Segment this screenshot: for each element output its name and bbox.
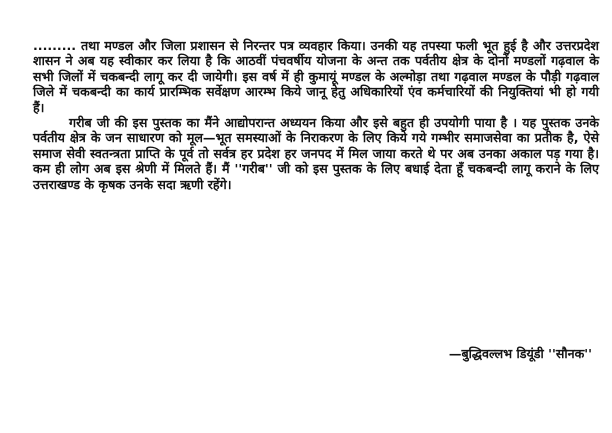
document-body — [33, 38, 599, 192]
paragraph: गरीब जी की इस पुस्तक का मैंने आद्योपरान्त अध्ययन किया और इसे बहुत ही उपयोगी पाया है । यह पुस्तक उनके पर्वतीय क्षेत्र के जन साधारण को मूल—भूत समस्याओं के निराकरण के लिए किये गये गम्भीर समाजसेवा का प्रतीक है, ऐसे समाज सेवी स्वतन्त्रता प्राप्ति के पूर्व तो सर्वत्र हर प्रदेश हर जनपद में मिल जाया करते थे पर अब उनका अकाल पड़ गया है। कम ही लोग अब इस श्रेणी में मिलते हैं। मैं ''गरीब'' जी को इस पुस्तक के लिए बधाई देता हूँ चकबन्दी लागू कराने के लिए उत्तराखण्ड के कृषक उनके सदा ऋणी रहेंगे। — [33, 115, 599, 192]
author-signature: —बुद्धिवल्लभ डियूंडी ''सौनक'' — [448, 346, 592, 361]
paragraph: ......... तथा मण्डल और जिला प्रशासन से निरन्तर पत्र व्यवहार किया। उनकी यह तपस्या फली भूत हुई है और उत्तरप्रदेश शासन ने अब यह स्वीकार कर लिया है कि आठवीं पंचवर्षीय योजना के अन्त तक पर्वतीय क्षेत्र के दोनों मण्डलों गढ़वाल के सभी जिलों में चकबन्दी लागू कर दी जायेगी। इस वर्ष में ही कुमायूं मण्डल के अल्मोड़ा तथा गढ़वाल मण्डल के पौड़ी गढ़वाल जिले में चकबन्दी का कार्य प्रारम्भिक सर्वेक्षण आरम्भ किये जानू हेतु अधिकारियों एंव कर्मचारियों की नियुक्तियां भी हो गयी हैं। — [33, 38, 599, 115]
